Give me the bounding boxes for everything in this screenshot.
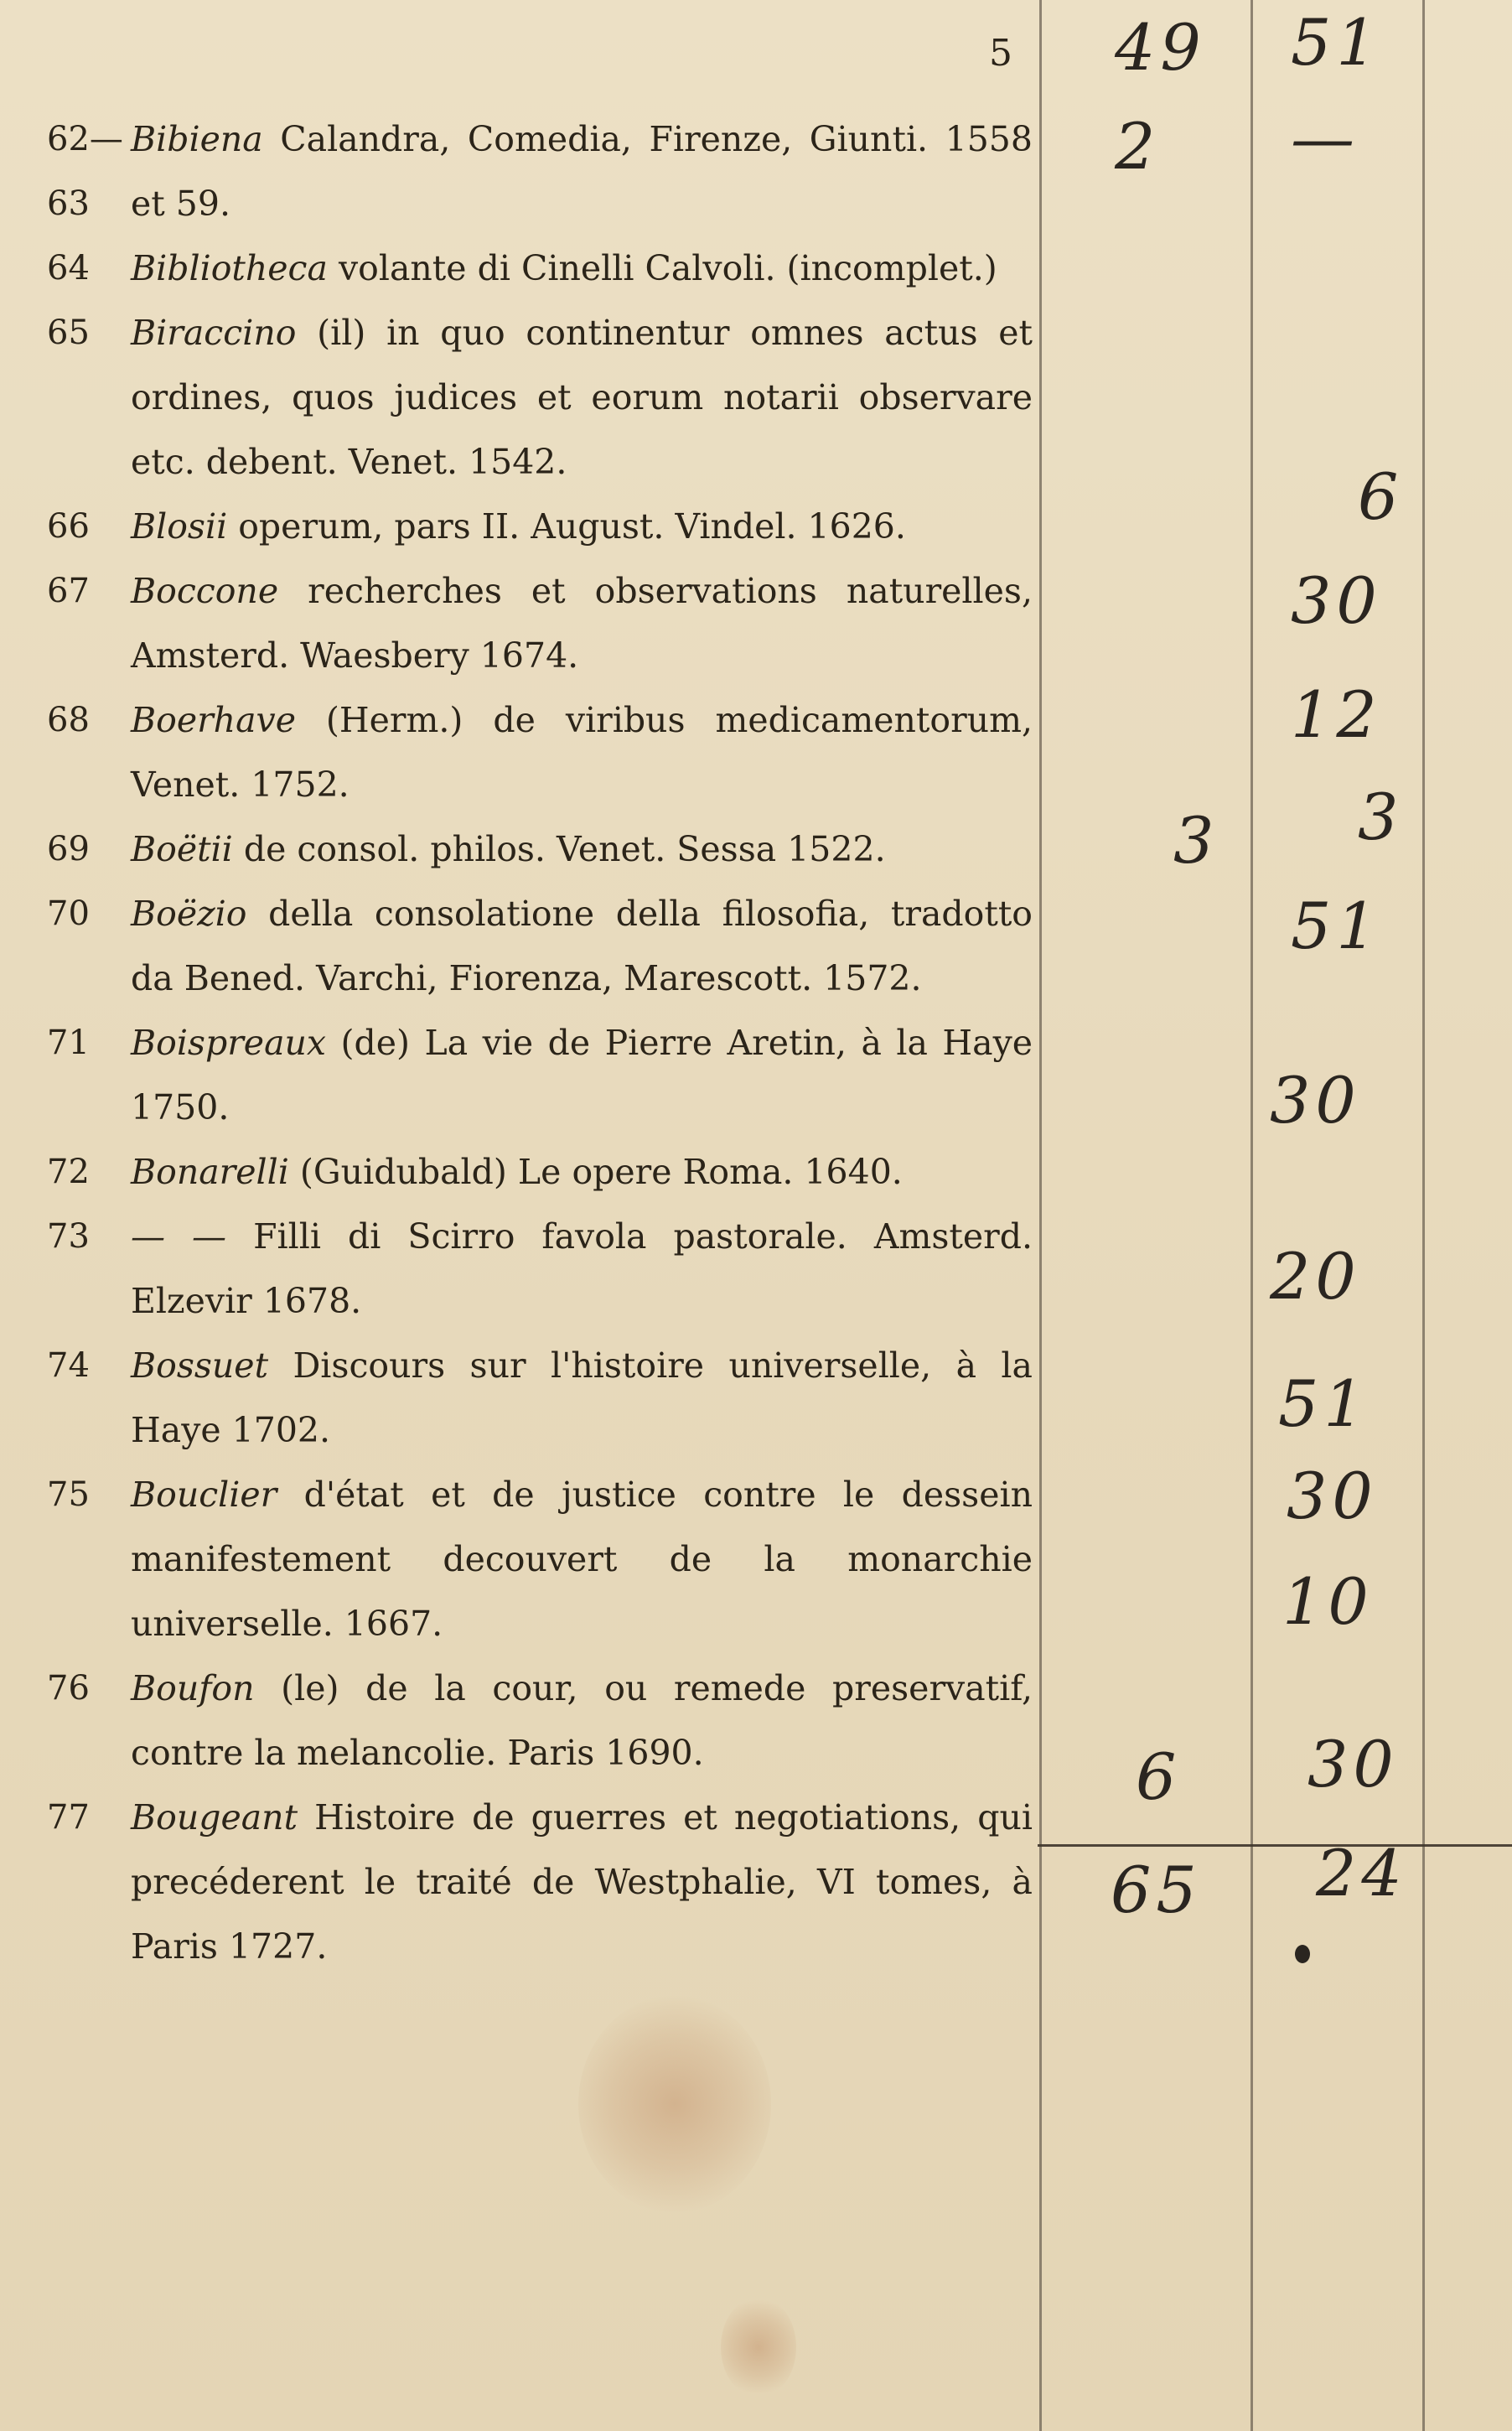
entry-text [131,1786,1036,1979]
entry-number: 75 [47,1475,90,1514]
header-total-col2: 51 [1291,5,1382,80]
entry-title: Boispreaux [131,1023,327,1063]
list-item [47,559,1036,688]
entry-number: 64 [47,249,90,288]
entry-description: de consol. philos. Venet. Sessa 1522. [243,829,886,869]
list-item [47,817,1036,882]
ink-blot [1295,1945,1310,1963]
footer-total-col2: 24 [1316,1836,1407,1910]
amount-col2: 51 [1291,889,1382,963]
entry-number: 76 [47,1669,90,1708]
entry-title: Bonarelli [131,1152,289,1192]
entry-description: Discours sur l'histoire universelle, à la Haye 1702. [131,1345,1033,1450]
entry-title: Bouclier [131,1475,277,1515]
amount-col2: 10 [1282,1564,1374,1639]
amount-col2: 30 [1287,1459,1378,1533]
entry-number: 72 [47,1153,90,1191]
entry-text [131,301,1036,495]
entry-description: d'état et de justice contre le dessein manifestement decouvert de la monarchie universelle. 1667. [131,1475,1033,1644]
entry-title: Blosii [131,506,228,547]
entry-text [131,1334,1036,1463]
column-rule-middle [1251,0,1253,2431]
amount-col2: 30 [1270,1063,1361,1138]
paper-stain [721,2297,796,2397]
entry-title: Bougeant [131,1797,298,1838]
list-item [47,1011,1036,1140]
list-item [47,107,1036,236]
amount-col2: 3 [1358,780,1404,854]
entry-number: 62—63 [47,120,123,223]
column-rule-left [1039,0,1042,2431]
entry-description: (le) de la cour, ou remede preservatif, contre la melancolie. Paris 1690. [131,1668,1033,1773]
entry-number: 67 [47,572,90,610]
entry-number: 77 [47,1798,90,1837]
header-total-col1: 49 [1115,10,1206,85]
catalogue-entries [47,107,1036,1979]
entry-text [131,495,1036,559]
entry-description: volante di Cinelli Calvoli. (incomplet.) [339,248,997,288]
entry-number: 65 [47,314,90,352]
entry-title: — — [131,1216,227,1257]
footer-total-col1: 65 [1111,1853,1202,1927]
entry-number: 71 [47,1024,90,1062]
list-item [47,1463,1036,1656]
list-item [47,1334,1036,1463]
entry-number: 68 [47,701,90,739]
entry-text [131,107,1036,236]
entry-number: 70 [47,894,90,933]
page-number: 5 [989,32,1012,75]
amount-col1: 2 [1115,109,1161,184]
entry-description: recherches et observations naturelles, Amsterd. Waesbery 1674. [131,571,1033,676]
amount-col2: 12 [1291,677,1382,752]
entry-text [131,1205,1036,1334]
list-item [47,1656,1036,1786]
entry-number: 73 [47,1217,90,1256]
entry-description: (de) La vie de Pierre Aretin, à la Haye 1750. [131,1023,1033,1127]
amount-col2: 30 [1307,1727,1399,1801]
entry-title: Biraccino [131,313,297,353]
entry-description: Calandra, Comedia, Firenze, Giunti. 1558 et 59. [131,119,1033,224]
entry-title: Boufon [131,1668,255,1708]
column-rule-right [1422,0,1425,2431]
entry-title: Bibliotheca [131,248,328,288]
entry-text [131,688,1036,817]
entry-text [131,817,1036,882]
entry-description: della consolatione della filosofia, tradotto da Bened. Varchi, Fiorenza, Marescott. 1572. [131,894,1033,998]
entry-text [131,882,1036,1011]
entry-title: Bossuet [131,1345,269,1386]
amount-col2: 51 [1278,1366,1370,1441]
entry-description: (Guidubald) Le opere Roma. 1640. [299,1152,903,1192]
entry-description: (Herm.) de viribus medicamentorum, Venet. 1752. [131,700,1033,805]
entry-text [131,559,1036,688]
paper-stain [578,1995,771,2213]
entry-title: Boerhave [131,700,296,740]
entry-text [131,1463,1036,1656]
list-item [47,688,1036,817]
amount-col2: 6 [1358,459,1404,534]
entry-text [131,1011,1036,1140]
entry-number: 74 [47,1346,90,1385]
entry-text [131,236,1036,301]
amount-col2: — [1291,101,1359,175]
total-rule [1038,1844,1512,1847]
list-item [47,1205,1036,1334]
entry-title: Boëzio [131,894,247,934]
entry-description: Filli di Scirro favola pastorale. Amsterd. Elzevir 1678. [131,1216,1033,1321]
entry-text [131,1140,1036,1205]
entry-number: 69 [47,830,90,868]
entry-title: Boëtii [131,829,233,869]
list-item [47,882,1036,1011]
entry-text [131,1656,1036,1786]
list-item [47,301,1036,495]
amount-col2: 20 [1270,1239,1361,1314]
list-item [47,495,1036,559]
entry-description: (il) in quo continentur omnes actus et ordines, quos judices et eorum notarii observare etc. debent. Venet. 1542. [131,313,1033,482]
entry-description: Histoire de guerres et negotiations, qui precéderent le traité de Westphalie, VI tomes, à Paris 1727. [131,1797,1033,1967]
entry-description: operum, pars II. August. Vindel. 1626. [238,506,906,547]
amount-col1: 3 [1173,803,1219,878]
amount-col1: 6 [1136,1739,1182,1814]
list-item [47,236,1036,301]
list-item [47,1140,1036,1205]
amount-col2: 30 [1291,563,1382,638]
entry-title: Bibiena [131,119,263,159]
entry-title: Boccone [131,571,279,611]
entry-number: 66 [47,507,90,546]
list-item [47,1786,1036,1979]
